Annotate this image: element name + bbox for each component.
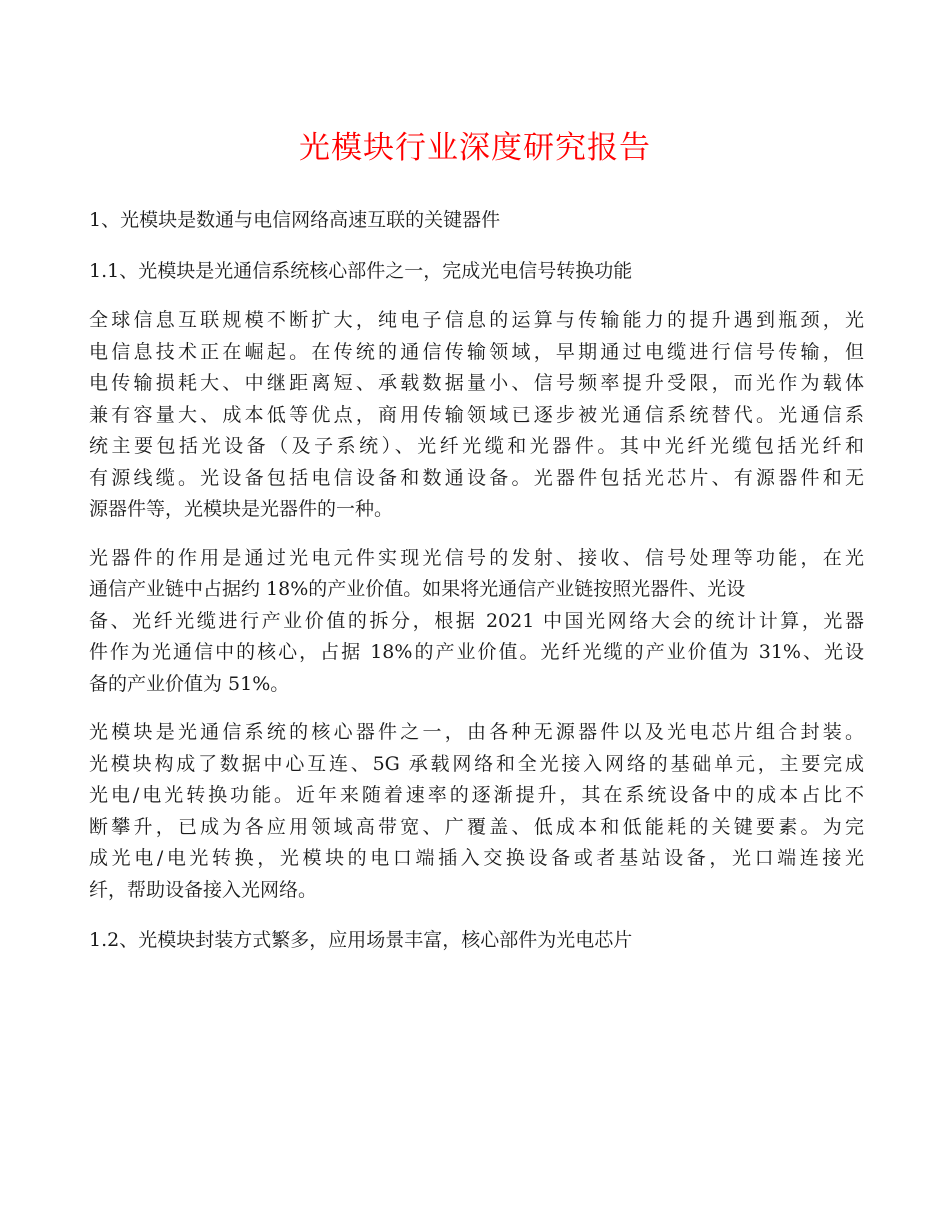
section-heading-1-2: 1.2、光模块封装方式繁多，应用场景丰富，核心部件为光电芯片 [89, 929, 633, 951]
paragraph-3-line: 光电/电光转换功能。近年来随着速率的逐渐提升，其在系统设备中的成本占比不 [89, 784, 864, 806]
paragraph-1-line: 有源线缆。光设备包括电信设备和数通设备。光器件包括光芯片、有源器件和无 [89, 466, 864, 489]
paragraph-1-line: 源器件等，光模块是光器件的一种。 [89, 498, 394, 520]
paragraph-2-line: 光器件的作用是通过光电元件实现光信号的发射、接收、信号处理等功能，在光 [89, 546, 864, 569]
paragraph-1-line: 电信息技术正在崛起。在传统的通信传输领域，早期通过电缆进行信号传输，但 [89, 340, 864, 363]
paragraph-1 [89, 305, 864, 526]
paragraph-3-line: 断攀升，已成为各应用领域高带宽、广覆盖、低成本和低能耗的关键要素。为完 [89, 815, 864, 838]
document-title: 光模块行业深度研究报告 [299, 130, 651, 166]
paragraph-3-line: 成光电/电光转换，光模块的电口端插入交换设备或者基站设备，光口端连接光 [89, 847, 864, 869]
paragraph-2-line: 备、光纤光缆进行产业价值的拆分，根据 2021 中国光网络大会的统计计算，光器 [89, 609, 864, 632]
paragraph-1-line: 兼有容量大、成本低等优点，商用传输领域已逐步被光通信系统替代。光通信系 [89, 403, 864, 426]
paragraph-2-line: 件作为光通信中的核心，占据 18%的产业价值。光纤光缆的产业价值为 31%、光设 [89, 641, 864, 663]
paragraph-3-line: 光模块是光通信系统的核心器件之一，由各种无源器件以及光电芯片组合封装。 [89, 721, 864, 743]
paragraph-3-line: 纤，帮助设备接入光网络。 [89, 878, 318, 901]
paragraph-1-line: 统主要包括光设备（及子系统）、光纤光缆和光器件。其中光纤光缆包括光纤和 [89, 435, 864, 457]
paragraph-2-line: 通信产业链中占据约 18%的产业价值。如果将光通信产业链按照光器件、光设 [89, 578, 746, 600]
paragraph-1-line: 电传输损耗大、中继距离短、承载数据量小、信号频率提升受限，而光作为载体 [89, 372, 864, 394]
paragraph-2 [89, 543, 864, 701]
paragraph-1-line: 全球信息互联规模不断扩大，纯电子信息的运算与传输能力的提升遇到瓶颈，光 [89, 309, 864, 331]
document-body [89, 203, 864, 974]
paragraph-3 [89, 717, 864, 906]
section-heading-1: 1、光模块是数通与电信网络高速互联的关键器件 [89, 209, 501, 231]
section-heading-1-1: 1.1、光模块是光通信系统核心部件之一，完成光电信号转换功能 [89, 260, 633, 282]
paragraph-2-line: 备的产业价值为 51%。 [89, 672, 290, 695]
paragraph-3-line: 光模块构成了数据中心互连、5G 承载网络和全光接入网络的基础单元，主要完成 [89, 752, 864, 775]
